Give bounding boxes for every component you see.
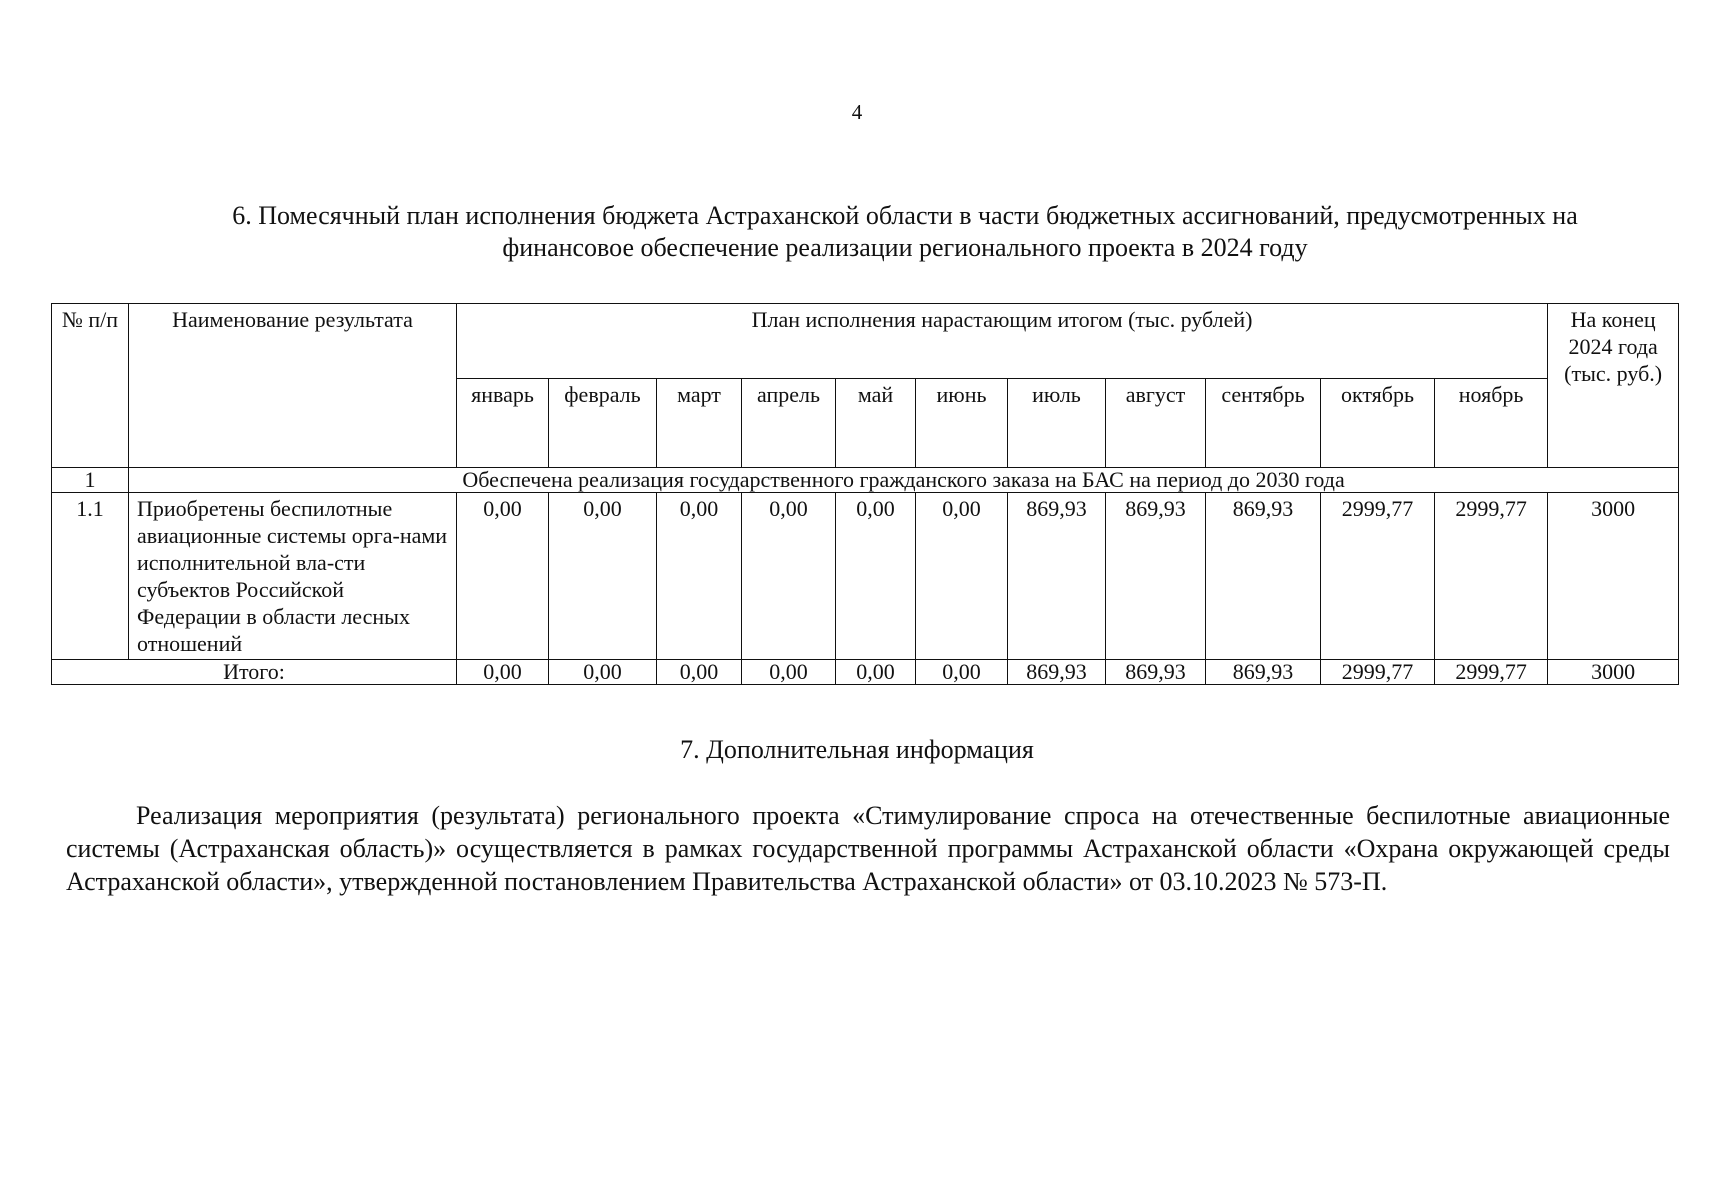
row-value: 869,93 <box>1106 493 1206 660</box>
header-month: февраль <box>549 379 657 468</box>
row-value: 0,00 <box>916 493 1008 660</box>
row-name: Приобретены беспилотные авиационные системы орга-нами исполнительной вла-сти субъектов Российской Федерации в области лесных отношений <box>129 493 457 660</box>
row-value: 0,00 <box>836 493 916 660</box>
table-row <box>52 493 1679 660</box>
total-value: 0,00 <box>457 660 549 685</box>
header-num: № п/п <box>52 304 129 468</box>
row-value: 0,00 <box>742 493 836 660</box>
group-title: Обеспечена реализация государственного гражданского заказа на БАС на период до 2030 года <box>129 468 1679 493</box>
header-month: июнь <box>916 379 1008 468</box>
row-value: 869,93 <box>1008 493 1106 660</box>
total-value: 0,00 <box>916 660 1008 685</box>
section-7-title: 7. Дополнительная информация <box>680 735 1034 764</box>
header-month: июль <box>1008 379 1106 468</box>
total-value: 2999,77 <box>1435 660 1548 685</box>
row-value: 869,93 <box>1206 493 1321 660</box>
total-value: 0,00 <box>657 660 742 685</box>
row-value: 0,00 <box>549 493 657 660</box>
budget-plan-table <box>51 303 1679 685</box>
header-row <box>52 304 1679 379</box>
additional-info-paragraph: Реализация мероприятия (результата) регионального проекта «Стимулирование спроса на отечественные беспилотные авиационные системы (Астраханская область)» осуществляется в рамках государственной программы Астраханской области «Охрана окружающей среды Астраханской области», утвержденной постановлением Правительства Астраханской области» от 03.10.2023 № 573-П. <box>66 801 1670 896</box>
header-name: Наименование результата <box>129 304 457 468</box>
total-value: 869,93 <box>1008 660 1106 685</box>
total-value: 869,93 <box>1206 660 1321 685</box>
row-value: 0,00 <box>457 493 549 660</box>
header-end-of-year: На конец 2024 года (тыс. руб.) <box>1548 304 1679 468</box>
total-value: 0,00 <box>549 660 657 685</box>
row-num: 1.1 <box>52 493 129 660</box>
group-row <box>52 468 1679 493</box>
total-value: 869,93 <box>1106 660 1206 685</box>
page-number: 4 <box>851 100 863 124</box>
total-end-value: 3000 <box>1548 660 1679 685</box>
total-label: Итого: <box>52 660 457 685</box>
header-month: март <box>657 379 742 468</box>
total-value: 0,00 <box>836 660 916 685</box>
header-month: январь <box>457 379 549 468</box>
header-month: октябрь <box>1321 379 1435 468</box>
section-6-title <box>150 200 1660 264</box>
total-row <box>52 660 1679 685</box>
header-month: май <box>836 379 916 468</box>
row-value: 2999,77 <box>1321 493 1435 660</box>
total-value: 0,00 <box>742 660 836 685</box>
row-value: 0,00 <box>657 493 742 660</box>
row-value: 2999,77 <box>1435 493 1548 660</box>
header-plan: План исполнения нарастающим итогом (тыс. рублей) <box>457 304 1548 379</box>
header-month: ноябрь <box>1435 379 1548 468</box>
section-6-title-line-2: финансовое обеспечение реализации регионального проекта в 2024 году <box>502 233 1308 262</box>
header-month: сентябрь <box>1206 379 1321 468</box>
header-month: апрель <box>742 379 836 468</box>
total-value: 2999,77 <box>1321 660 1435 685</box>
group-num: 1 <box>52 468 129 493</box>
section-6-title-line-1: 6. Помесячный план исполнения бюджета Астраханской области в части бюджетных ассигнований, предусмотренных на <box>232 201 1578 230</box>
row-end-value: 3000 <box>1548 493 1679 660</box>
header-month: август <box>1106 379 1206 468</box>
